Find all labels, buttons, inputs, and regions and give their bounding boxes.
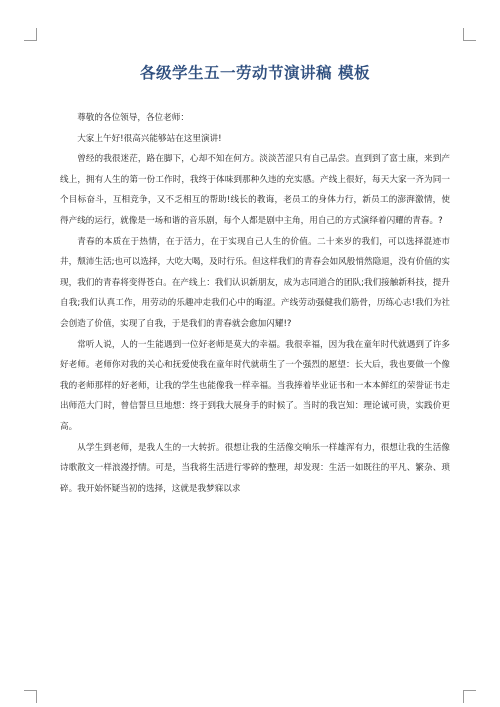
crop-mark-bottom-right bbox=[463, 690, 476, 703]
crop-mark-top-right bbox=[463, 28, 476, 41]
greeting-paragraph: 大家上午好!很高兴能够站在这里演讲! bbox=[77, 133, 222, 144]
salutation-paragraph: 尊敬的各位领导，各位老师： bbox=[77, 113, 189, 123]
body-paragraph: 从学生到老师，是我人生的一大转折。很想让我的生活像交响乐一样雄浑有力，很想让我的生活像诗歌散文一样浪漫抒情。可是，当我将生活进行零碎的整理，却发现：生活一如既往的平凡、繁杂、琐碎。我开始怀疑当初的选择，这就是我梦寐以求 bbox=[60, 442, 450, 494]
crop-mark-top-left bbox=[24, 28, 37, 41]
document-page bbox=[60, 60, 450, 499]
body-paragraph: 曾经的我很迷茫，路在脚下，心却不知在何方。淡淡苦涩只有自己品尝。直到到了富士康，来到产线上，拥有人生的第一份工作时，我终于体味到那种久违的充实感。产线上很好，每天大家一齐为同一个目标奋斗，互相竞争，又不乏相互的帮助!线长的教诲，老员工的身体力行，新员工的澎湃激情，使得产线的运行，就像是一场和谐的音乐剧，每个人都是剧中主角，用自己的方式演绎着闪耀的青春。? bbox=[60, 154, 450, 226]
document-body bbox=[60, 108, 450, 499]
body-paragraph: 常听人说，人的一生能遇到一位好老师是莫大的幸福。我很幸福，因为我在童年时代就遇到了许多好老师。老师你对我的关心和抚爱使我在童年时代就萌生了一个强烈的愿望：长大后，我也要做一个像我的老师那样的好老师，让我的学生也能像我一样幸福。当我捧着毕业证书和一本本鲜红的荣誉证书走出师范大门时，曾信誓旦旦地想：终于到我大展身手的时候了。当时的我岂知：理论诚可贵，实践价更高。 bbox=[60, 339, 450, 432]
body-paragraph: 青春的本质在于热情，在于活力，在于实现自己人生的价值。二十来岁的我们，可以选择混迹市井，颓沛生活;也可以选择，大吃大喝，及时行乐。但这样我们的青春会如风般悄然隐退，没有价值的实现，我们的青春将变得苍白。在产线上：我们认识新朋友，成为志同道合的团队;我们接触新科技，提升自我;我们认真工作，用劳动的乐趣冲走我们心中的晦涩。产线劳动强健我们筋骨，历练心志!我们为社会创造了价值，实现了自我，于是我们的青春就会愈加闪耀!? bbox=[60, 236, 450, 329]
document-title: 各级学生五一劳动节演讲稿 模板 bbox=[140, 64, 370, 82]
crop-mark-bottom-left bbox=[24, 690, 37, 703]
